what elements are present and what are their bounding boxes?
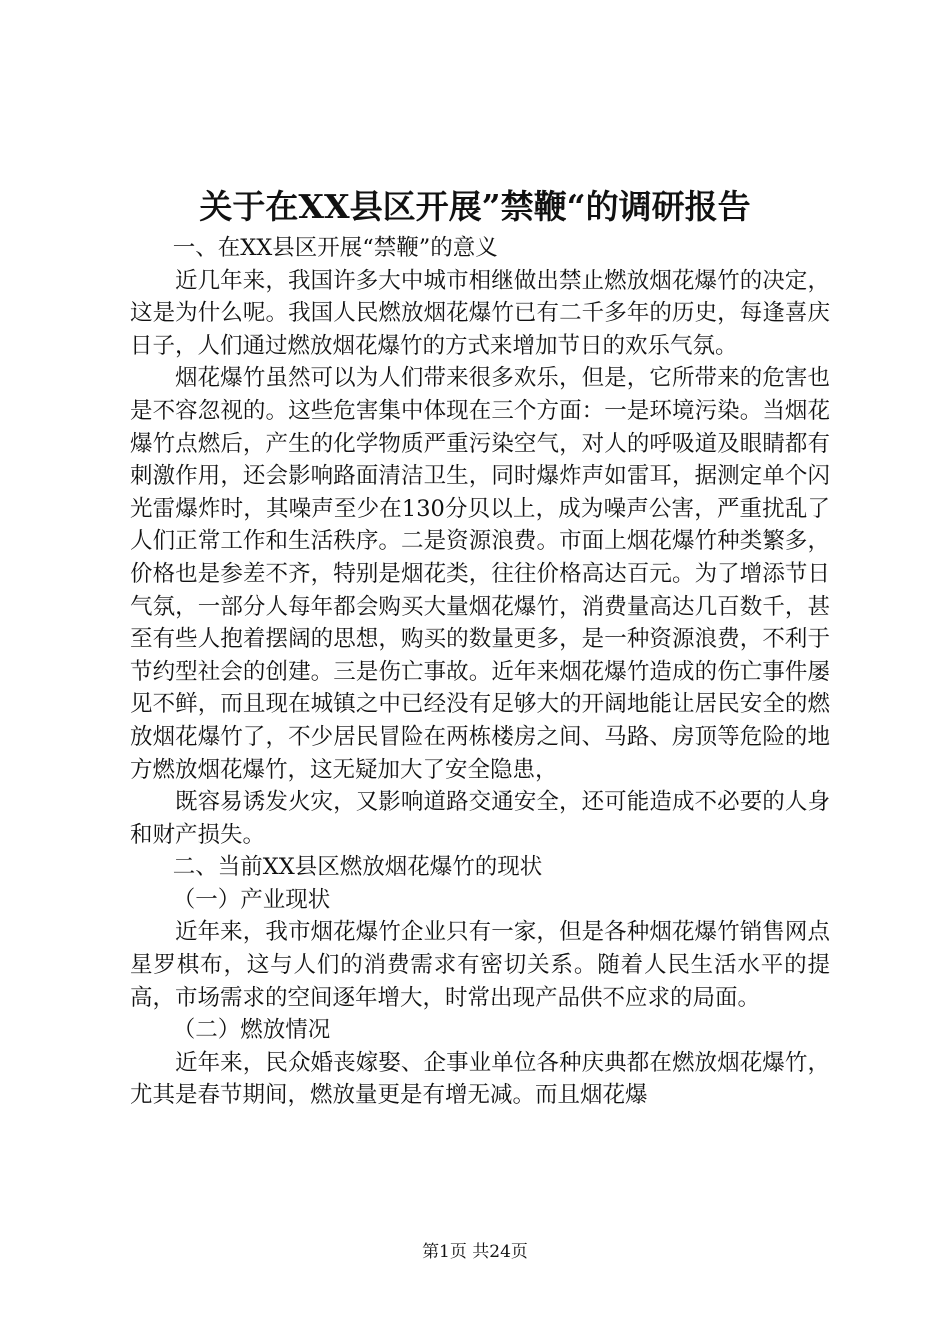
paragraph: 近几年来，我国许多大中城市相继做出禁止燃放烟花爆竹的决定，这是为什么呢。我国人民燃放烟花爆竹已有二千多年的历史，每逢喜庆日子，人们通过燃放烟花爆竹的方式来增加节日的欢乐气氛。	[130, 267, 830, 359]
paragraph: 近年来，民众婚丧嫁娶、企事业单位各种庆典都在燃放烟花爆竹，尤其是春节期间，燃放量更是有增无减。而且烟花爆	[130, 1049, 830, 1109]
section-heading-2: 二、当前XX县区燃放烟花爆竹的现状	[172, 854, 543, 881]
subsection-heading-2: （二）燃放情况	[172, 1017, 331, 1044]
document-title: 关于在XX县区开展”禁鞭“的调研报告	[199, 187, 751, 226]
page-footer: 第1页 共24页	[422, 1242, 528, 1262]
paragraph: 既容易诱发火灾，又影响道路交通安全，还可能造成不必要的人身和财产损失。	[130, 789, 830, 848]
document-body	[130, 232, 830, 1112]
subsection-heading-1: （一）产业现状	[172, 886, 331, 913]
paragraph: 烟花爆竹虽然可以为人们带来很多欢乐，但是，它所带来的危害也是不容忽视的。这些危害集中体现在三个方面：一是环境污染。当烟花爆竹点燃后，产生的化学物质严重污染空气，对人的呼吸道及眼睛都有刺激作用，还会影响路面清洁卫生，同时爆炸声如雷耳，据测定单个闪光雷爆炸时，其噪声至少在130分贝以上，成为噪声公害，严重扰乱了人们正常工作和生活秩序。二是资源浪费。市面上烟花爆竹种类繁多，价格也是参差不齐，特别是烟花类，往往价格高达百元。为了增添节日气氛，一部分人每年都会购买大量烟花爆竹，消费量高达几百数千，甚至有些人抱着摆阔的思想，购买的数量更多，是一种资源浪费，不利于节约型社会的创建。三是伤亡事故。近年来烟花爆竹造成的伤亡事件屡见不鲜，而且现在城镇之中已经没有足够大的开阔地能让居民安全的燃放烟花爆竹了，不少居民冒险在两栋楼房之间、马路、房顶等危险的地方燃放烟花爆竹，这无疑加大了安全隐患，	[130, 365, 830, 783]
paragraph: 近年来，我市烟花爆竹企业只有一家，但是各种烟花爆竹销售网点星罗棋布，这与人们的消费需求有密切关系。随着人民生活水平的提高，市场需求的空间逐年增大，时常出现产品供不应求的局面。	[130, 919, 830, 1011]
section-heading-1: 一、在XX县区开展“禁鞭”的意义	[172, 235, 498, 261]
